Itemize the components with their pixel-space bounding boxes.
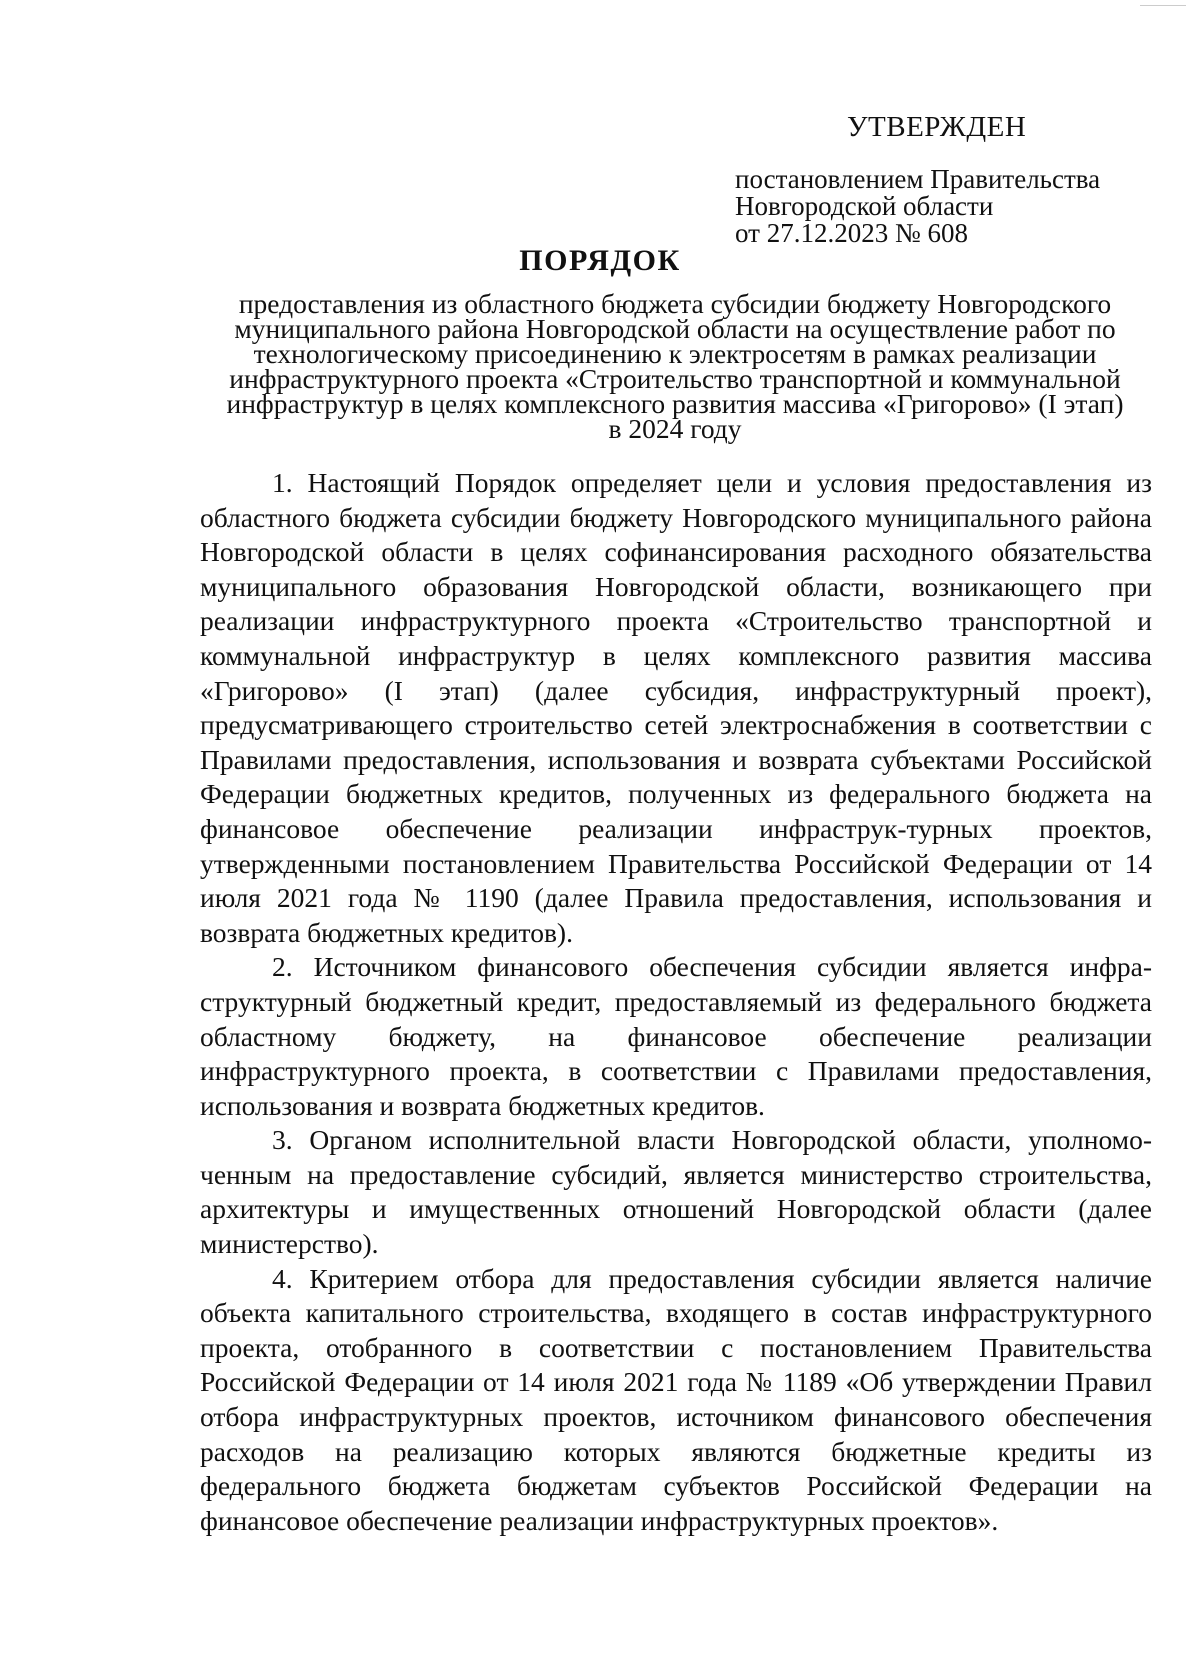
subtitle-line: инфраструктур в целях комплексного развития массива «Григорово» (I этап) [226, 388, 1124, 419]
subtitle-line: технологическому присоединению к электросетям в рамках реализации [253, 338, 1097, 369]
paragraph-1: 1. Настоящий Порядок определяет цели и условия предоставления из областного бюджета субсидии бюджету Новгородского муниципального района Новгородской области в целях софинансирования расходного обязательства муниципального образования Новгородской области, возникающего при реализации инфраструктурного проекта «Строительство транспортной и коммунальной инфраструктур в целях комплексного развития массива «Григорово» (I этап) (далее субсидия, инфраструктурный проект), предусматривающего строительство сетей электроснабжения в соответствии с Правилами предоставления, использования и возврата субъектами Российской Федерации бюджетных кредитов, полученных из федерального бюджета на финансовое обеспечение реализации инфраструк-турных проектов, утвержденными постановлением Правительства Российской Федерации от 14 июля 2021 года № 1190 (далее Правила предоставления, использования и возврата бюджетных кредитов). [200, 467, 1152, 948]
paragraph-4: 4. Критерием отбора для предоставления субсидии является наличие объекта капитального строительства, входящего в состав инфраструктурного проекта, отобранного в соответствии с постановлением Правительства Российской Федерации от 14 июля 2021 года № 1189 «Об утверждении Правил отбора инфраструктурных проектов, источником финансового обеспечения расходов на реализацию которых являются бюджетные кредиты из федерального бюджета бюджетам субъектов Российской Федерации на финансовое обеспечение реализации инфраструктурных проектов». [200, 1262, 1152, 1536]
subtitle-line: в 2024 году [608, 413, 742, 444]
approval-title: УТВЕРЖДЕН [847, 111, 1027, 143]
document-subtitle [200, 288, 1150, 444]
approval-stamp [735, 110, 1155, 247]
subtitle-line: инфраструктурного проекта «Строительство транспортной и коммунальной [229, 363, 1121, 394]
paragraph-3: 3. Органом исполнительной власти Новгородской области, уполномо-ченным на предоставление субсидий, является министерство строительства, архитектуры и имущественных отношений Новгородской области (далее министерство). [200, 1124, 1152, 1260]
document-title: ПОРЯДОК [519, 244, 681, 277]
approval-line-3: от 27.12.2023 № 608 [735, 218, 968, 248]
document-body [200, 466, 1152, 1538]
subtitle-line: муниципального района Новгородской области на осуществление работ по [234, 313, 1116, 344]
paragraph-2: 2. Источником финансового обеспечения субсидии является инфра-структурный бюджетный кредит, предоставляемый из федерального бюджета областному бюджету, на финансовое обеспечение реализации инфраструктурного проекта, в соответствии с Правилами предоставления, использования и возврата бюджетных кредитов. [200, 951, 1152, 1121]
approval-line-2: Новгородской области [735, 191, 994, 221]
subtitle-line: предоставления из областного бюджета субсидии бюджету Новгородского [238, 288, 1112, 319]
scan-edge-mark [1140, 0, 1186, 6]
approval-line-1: постановлением Правительства [735, 164, 1101, 194]
